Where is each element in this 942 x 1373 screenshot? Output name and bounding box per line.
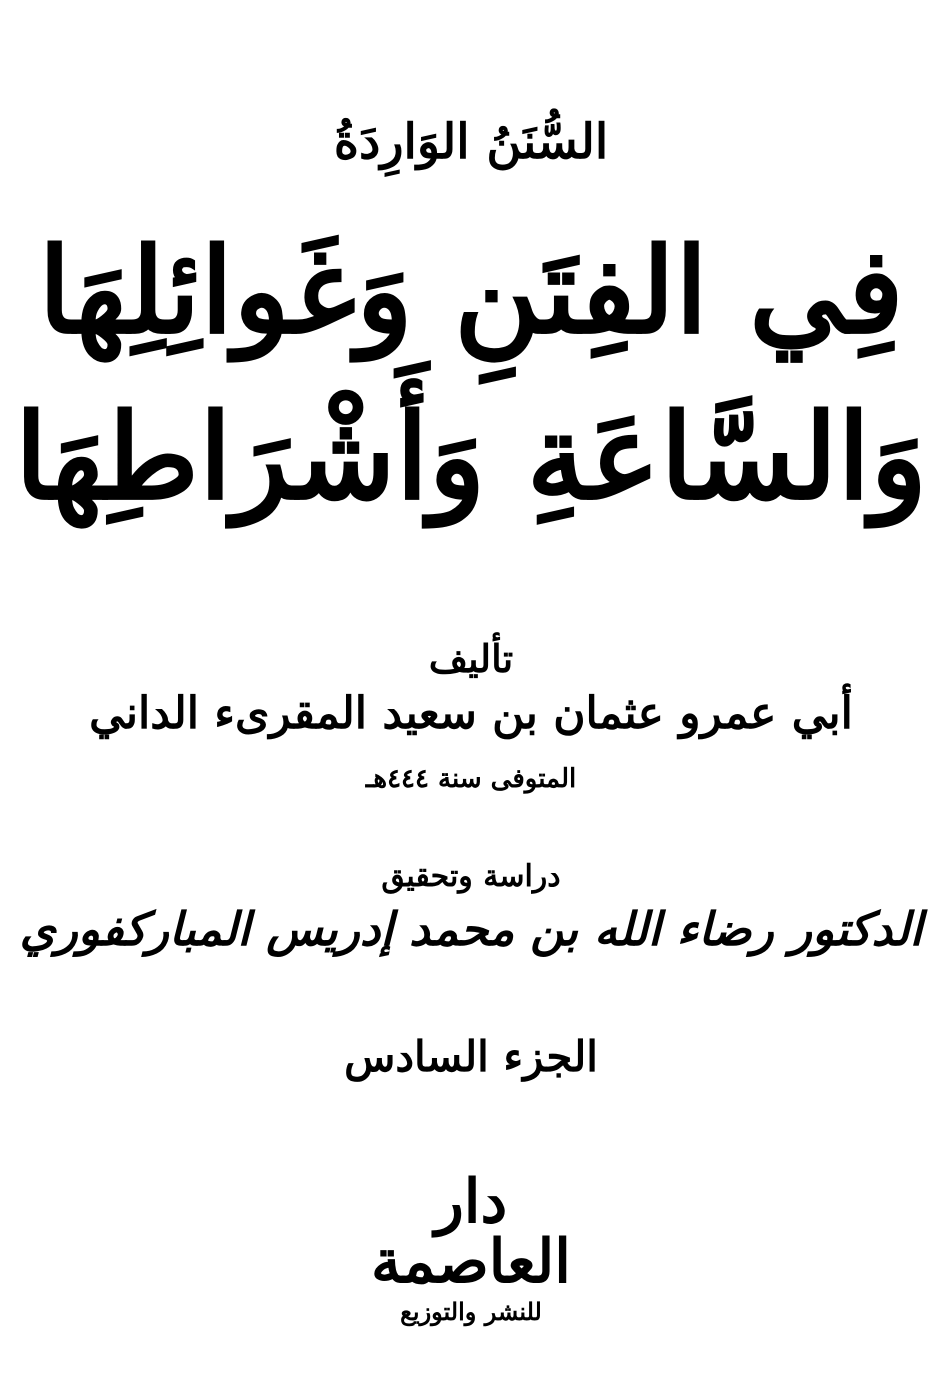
editor-name: الدكتور رضاء الله بن محمد إدريس المباركفوري bbox=[19, 902, 923, 956]
author-label: تأليف bbox=[428, 636, 514, 681]
book-title-line-1: فِي الفِتَنِ وَغَوائِلِهَا bbox=[38, 221, 904, 360]
author-name: أبي عمرو عثمان بن سعيد المقرىء الداني bbox=[89, 688, 853, 739]
publisher-logo bbox=[366, 1164, 576, 1326]
volume-label: الجزء السادس bbox=[344, 1032, 598, 1081]
book-subtitle: السُّنَنُ الوَارِدَةُ bbox=[333, 114, 609, 170]
author-death-date: المتوفى سنة ٤٤٤هـ bbox=[365, 764, 577, 794]
publisher-tagline: للنشر والتوزيع bbox=[400, 1297, 542, 1326]
editor-label: دراسة وتحقيق bbox=[381, 859, 561, 894]
book-title-line-2: وَالسَّاعَةِ وَأَشْرَاطِهَا bbox=[14, 387, 928, 526]
publisher-name: دار العاصمة bbox=[371, 1167, 571, 1297]
